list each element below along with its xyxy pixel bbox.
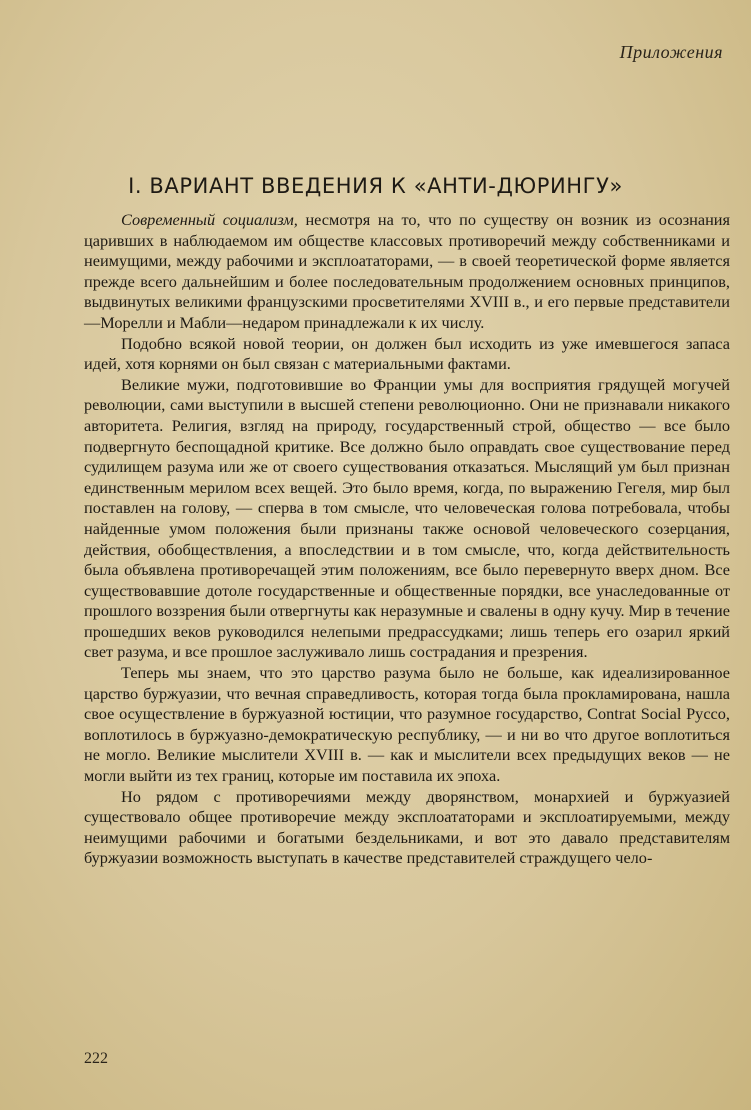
paragraph-5: [84, 787, 730, 869]
paragraph-text: несмотря на то, что по существу он возник из осознания царивших в наблюдаемом им обществе классовых противоречий между собственниками и неимущими, между рабочими и эксплоататорами, — в своей теоретической форме является прежде всего дальнейшим и более последовательным продолжением основных принципов, выдвинутых великими французскими просветителями XVIII в., и его первые представители—Морелли и Мабли—недаром принадлежали к их числу.: [84, 210, 730, 332]
paragraph-text: Теперь мы знаем, что это царство разума было не больше, как идеализированное царство буржуазии, что вечная справедливость, которая тогда была прокламирована, нашла свое осуществление в буржуазной юстиции, что разумное государство, Contrat Social Руссо, воплотилось в буржуазно-демократическую республику, — и ни во что другое воплотиться не могло. Великие мыслители XVIII в. — как и мыслители всех предыдущих веков — не могли выйти из тех границ, которые им поставила их эпоха.: [84, 663, 730, 786]
paragraph-lead-italic: Современный социализм,: [121, 210, 298, 229]
running-head: Приложения: [619, 42, 723, 62]
paragraph-4: [84, 663, 730, 787]
chapter-title: I. ВАРИАНТ ВВЕДЕНИЯ К «АНТИ-ДЮРИНГУ»: [128, 174, 623, 198]
page-number: 222: [84, 1050, 108, 1067]
paragraph-text: Великие мужи, подготовившие во Франции умы для восприятия грядущей могучей революции, сами выступили в высшей степени революционно. Они не признавали никакого авторитета. Религия, взгляд на природу, государственный строй, общество — все было подвергнуто беспощадной критике. Все должно было оправдать свое существование перед судилищем разума или же от своего существования отказаться. Мыслящий ум был признан единственным мерилом всех вещей. Это было время, когда, по выражению Гегеля, мир был поставлен на голову, — сперва в том смысле, что человеческая голова потребовала, чтобы найденные умом положения были признаны также основой человеческого созерцания, действия, обобществления, а впоследствии и в том смысле, что, когда действительность была объявлена противоречащей этим положениям, все было перевернуто вверх дном. Все существовавшие дотоле государственные и общественные порядки, все унаследованные от прошлого воззрения были отвергнуты как неразумные и свалены в одну кучу. Мир в течение прошедших веков руководился нелепыми предрассудками; лишь теперь его озарил яркий свет разума, и все прошлое заслуживало лишь сострадания и презрения.: [84, 374, 730, 662]
paragraph-text: Подобно всякой новой теории, он должен был исходить из уже имевшегося запаса идей, хотя корнями он был связан с материальными фактами.: [84, 333, 730, 374]
paragraph-1: [84, 210, 730, 334]
body-text: [84, 210, 730, 869]
paragraph-text: Но рядом с противоречиями между дворянством, монархией и буржуазией существовало общее противоречие между эксплоататорами и эксплоатируемыми, между неимущими рабочими и богатыми бездельниками, и вот это давало представителям буржуазии возможность выступать в качестве представителей страждущего чело-: [84, 786, 730, 868]
paragraph-3: [84, 375, 730, 663]
paragraph-2: [84, 334, 730, 375]
